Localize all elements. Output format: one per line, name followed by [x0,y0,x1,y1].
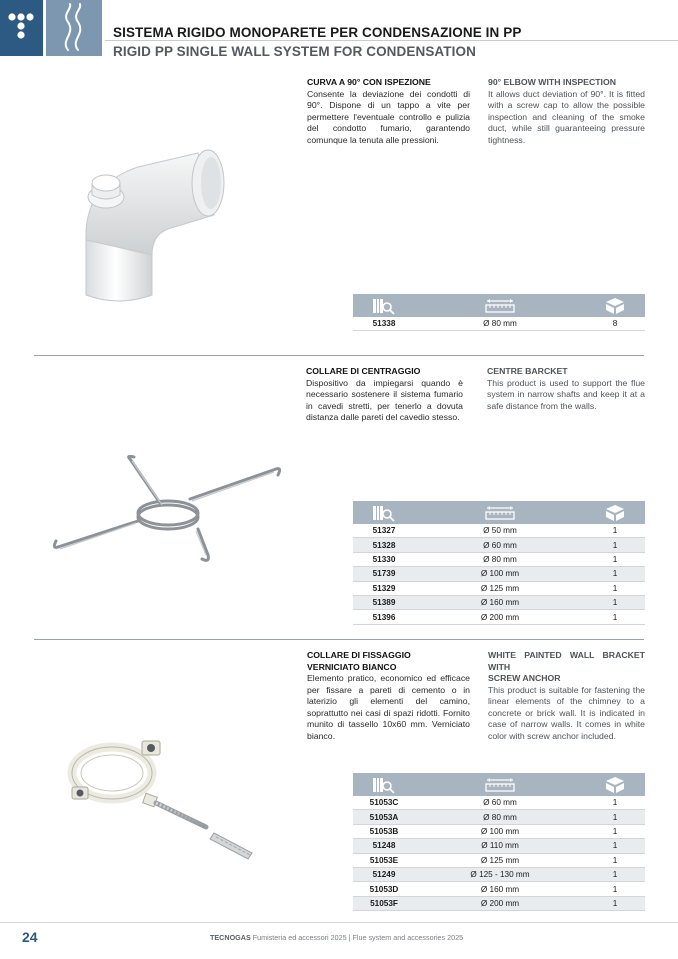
product-size: Ø 50 mm [483,526,517,536]
product-code: 51248 [372,841,396,851]
company-dots-logo-icon [0,0,43,56]
elbow-90-inspection-image [78,145,238,315]
product-size: Ø 160 mm [480,598,520,608]
wall-bracket-name-italian-line2: VERNICIATO BIANCO [307,661,397,672]
footer-text: Fumisteria ed accessori 2025 | Flue system and accessories 2025 [252,933,464,942]
diameter-ruler-icon [485,778,515,792]
table-row [353,868,645,882]
wall-bracket-text-italian: Elemento pratico, economico ed efficace per fissare a pareti di cemento o in laterizio gli elementi del camino, soprattutto nei casi di spazi ridotti. Fornito munito di tassello 10x60 mm. Verniciato bianco. [307,673,470,741]
elbow-description-italian [307,77,470,146]
product-code: 51739 [372,569,396,579]
pack-column-header [585,776,645,794]
elbow-product-table [353,294,645,331]
product-qty: 1 [612,826,618,836]
code-column-header [353,504,415,522]
product-size: Ø 100 mm [480,826,520,836]
wall-bracket-with-anchor-image [66,737,266,867]
catalog-search-icon [371,504,397,522]
product-size: Ø 60 mm [483,540,517,550]
package-quantity-icon [604,297,626,315]
pack-column-header [585,297,645,315]
table-row [353,567,645,581]
product-code: 51330 [372,554,396,564]
catalog-search-icon [371,297,397,315]
size-column-header [415,506,585,520]
product-code: 51329 [372,583,396,593]
product-qty: 1 [612,598,618,608]
diameter-ruler-icon [485,299,515,313]
product-qty: 1 [612,583,618,593]
page-title-english: RIGID PP SINGLE WALL SYSTEM FOR CONDENSATION [113,44,476,59]
bracket-product-table [353,501,645,625]
wall-bracket-text-english: This product is suitable for fastening the linear elements of the chimney to a concrete or brick wall. It is indicated in case of narrow walls. It comes in white color with screw anchor included. [488,684,645,741]
centre-bracket-image [50,455,286,570]
product-size: Ø 110 mm [481,841,519,851]
table-row [353,553,645,567]
product-code: 51053C [369,798,399,808]
table-header [353,501,645,524]
product-code: 51053F [370,898,398,908]
diameter-ruler-icon [485,506,515,520]
product-qty: 1 [612,812,618,822]
product-code: 51328 [372,540,396,550]
product-qty: 1 [612,569,618,579]
wall-bracket-name-english-line1: WHITE PAINTED WALL BRACKET WITH [488,650,645,672]
product-qty: 1 [612,898,618,908]
catalog-search-icon [371,776,397,794]
page-title-italian: SISTEMA RIGIDO MONOPARETE PER CONDENSAZIONE IN PP [113,25,522,40]
header-rule [105,40,678,41]
table-row [353,854,645,868]
table-row [353,897,645,911]
bracket-text-english: This product is used to support the flue system in narrow shafts and keep it at a safe distance from the walls. [487,377,645,411]
table-header [353,773,645,796]
product-qty: 1 [612,526,618,536]
package-quantity-icon [604,504,626,522]
section-divider [34,639,644,640]
product-size: Ø 125 mm [480,855,520,865]
product-size: Ø 200 mm [480,898,520,908]
code-column-header [353,297,415,315]
product-code: 51249 [372,870,396,880]
footer-caption [210,933,463,942]
product-size: Ø 80 mm [483,319,517,329]
elbow-name-english: 90° ELBOW WITH INSPECTION [488,77,617,87]
table-row [353,538,645,552]
bracket-description-italian [306,366,463,424]
package-quantity-icon [604,776,626,794]
product-code: 51389 [372,598,396,608]
table-row [353,582,645,596]
table-row [353,839,645,853]
category-badge [46,0,102,56]
product-qty: 1 [612,841,618,851]
table-row [353,796,645,810]
bracket-name-italian: COLLARE DI CENTRAGGIO [306,366,421,376]
product-qty: 1 [612,798,618,808]
table-row [353,317,645,331]
pack-column-header [585,504,645,522]
company-logo [0,0,43,56]
product-code: 51338 [372,319,396,329]
table-row [353,524,645,538]
smoke-icon [46,0,102,56]
product-qty: 1 [612,870,618,880]
product-size: Ø 80 mm [483,554,517,564]
product-qty: 1 [612,540,618,550]
product-code: 51053B [369,826,399,836]
product-size: Ø 100 mm [480,569,520,579]
product-code: 51053D [369,884,399,894]
product-size: Ø 160 mm [480,884,520,894]
code-column-header [353,776,415,794]
elbow-name-italian: CURVA A 90° CON ISPEZIONE [307,77,431,87]
wall-bracket-description-english [488,650,645,742]
wall-bracket-name-english-line2: SCREW ANCHOR [488,673,561,683]
table-row [353,596,645,610]
product-qty: 1 [612,855,618,865]
page-number: 24 [22,929,38,945]
bracket-text-italian: Dispositivo da impiegarsi quando è necessario sostenere il sistema fumario in cavedi stretti, per tenerlo a dovuta distanza dalle pareti del cavedio stesso. [306,377,463,422]
product-code: 51396 [372,612,396,622]
elbow-text-english: It allows duct deviation of 90°. It is fitted with a screw cap to allow the possible inspection and cleaning of the smoke duct, while still guaranteeing pressure tightness. [488,88,645,145]
bracket-name-english: CENTRE BARCKET [487,366,568,376]
product-qty: 8 [612,319,618,329]
product-size: Ø 80 mm [483,812,517,822]
table-row [353,610,645,624]
wall-bracket-name-italian-line1: COLLARE DI FISSAGGIO [307,650,411,660]
footer-brand: TECNOGAS [210,933,251,942]
elbow-description-english [488,77,645,146]
product-qty: 1 [612,554,618,564]
table-row [353,810,645,824]
product-qty: 1 [612,884,618,894]
footer-rule [0,922,678,923]
size-column-header [415,299,585,313]
table-header [353,294,645,317]
product-size: Ø 125 mm [480,583,520,593]
product-code: 51327 [372,526,396,536]
product-code: 51053E [369,855,399,865]
bracket-description-english [487,366,645,412]
elbow-text-italian: Consente la deviazione dei condotti di 90°. Dispone di un tappo a vite per permettere l'eventuale controllo e pulizia del condotto fumario, garantendo comunque la tenuta alle pressioni. [307,88,470,145]
product-size: Ø 200 mm [480,612,520,622]
section-divider [34,355,644,356]
product-code: 51053A [369,812,399,822]
size-column-header [415,778,585,792]
product-size: Ø 60 mm [483,798,517,808]
wall-bracket-product-table [353,773,645,911]
product-qty: 1 [612,612,618,622]
product-size: Ø 125 - 130 mm [470,870,530,880]
wall-bracket-description-italian [307,650,470,742]
table-row [353,882,645,896]
table-row [353,825,645,839]
